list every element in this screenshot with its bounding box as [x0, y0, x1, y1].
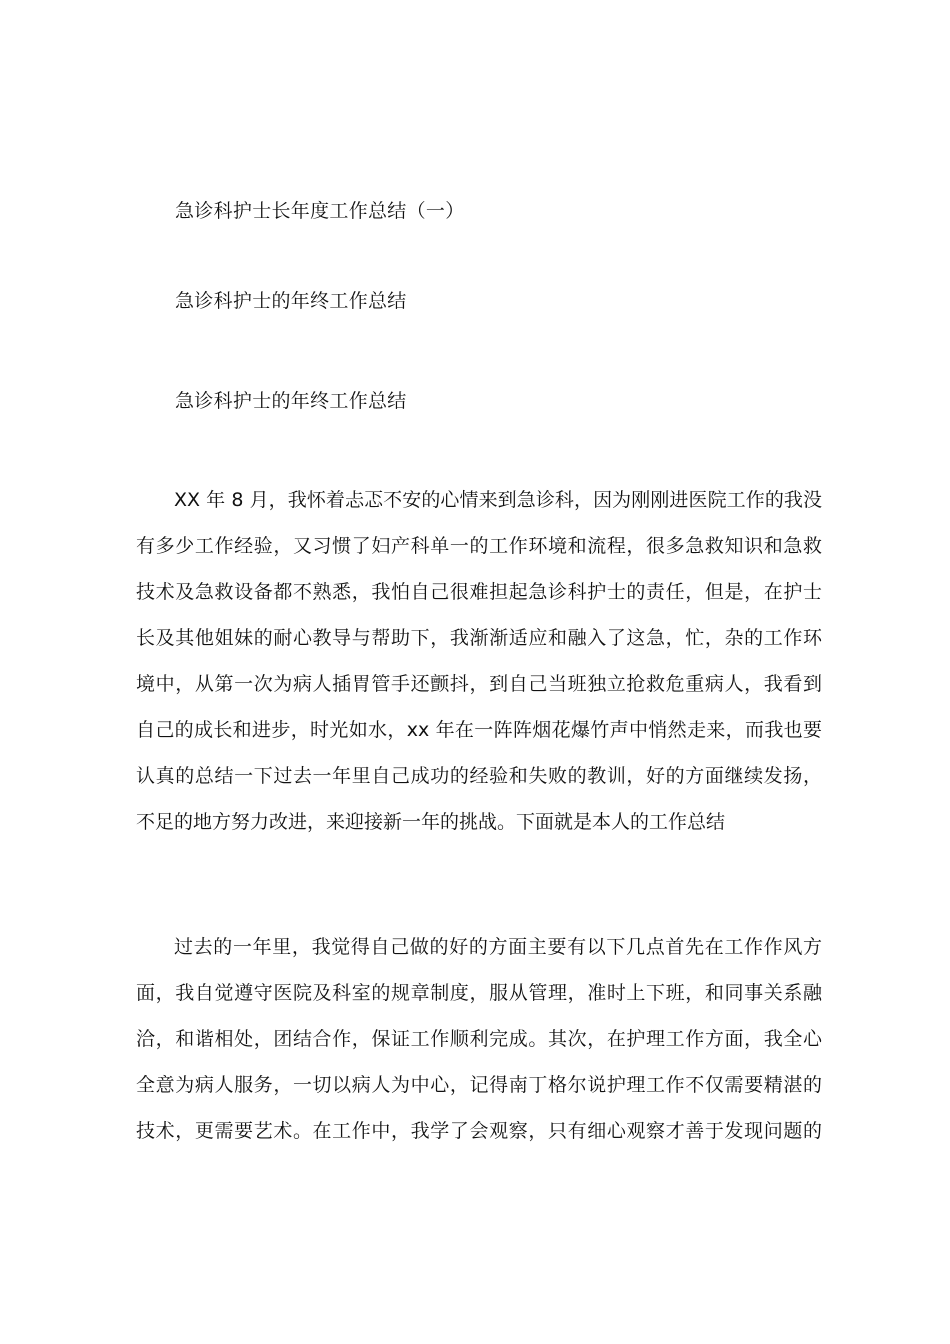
document-title: 急诊科护士长年度工作总结（一） — [175, 200, 465, 222]
paragraph-line: 认真的总结一下过去一年里自己成功的经验和失败的教训，好的方面继续发扬， — [136, 765, 822, 787]
paragraph-1 — [136, 488, 822, 856]
paragraph-line: 面，我自觉遵守医院及科室的规章制度，服从管理，准时上下班，和同事关系融 — [136, 982, 822, 1004]
paragraph-line: 长及其他姐妹的耐心教导与帮助下，我渐渐适应和融入了这急，忙，杂的工作环 — [136, 627, 822, 649]
paragraph-line: 技术及急救设备都不熟悉，我怕自己很难担起急诊科护士的责任，但是，在护士 — [136, 581, 822, 603]
paragraph-line: 境中，从第一次为病人插胃管手还颤抖，到自己当班独立抢救危重病人，我看到 — [136, 673, 822, 695]
paragraph-line: XX 年 8 月，我怀着忐忑不安的心情来到急诊科，因为刚刚进医院工作的我没 — [174, 489, 822, 511]
paragraph-2 — [136, 935, 822, 1165]
paragraph-line: 技术，更需要艺术。在工作中，我学了会观察，只有细心观察才善于发现问题的 — [136, 1120, 822, 1142]
paragraph-line: 有多少工作经验，又习惯了妇产科单一的工作环境和流程，很多急救知识和急救 — [136, 535, 822, 557]
paragraph-line: 不足的地方努力改进，来迎接新一年的挑战。下面就是本人的工作总结 — [136, 811, 726, 833]
paragraph-line: 自己的成长和进步，时光如水，xx 年在一阵阵烟花爆竹声中悄然走来，而我也要 — [136, 719, 822, 741]
document-subtitle-1: 急诊科护士的年终工作总结 — [175, 290, 407, 312]
paragraph-line: 全意为病人服务，一切以病人为中心，记得南丁格尔说护理工作不仅需要精湛的 — [136, 1074, 822, 1096]
paragraph-line: 洽，和谐相处，团结合作，保证工作顺利完成。其次，在护理工作方面，我全心 — [136, 1028, 822, 1050]
document-subtitle-2: 急诊科护士的年终工作总结 — [175, 390, 407, 412]
paragraph-line: 过去的一年里，我觉得自己做的好的方面主要有以下几点首先在工作作风方 — [174, 936, 822, 958]
